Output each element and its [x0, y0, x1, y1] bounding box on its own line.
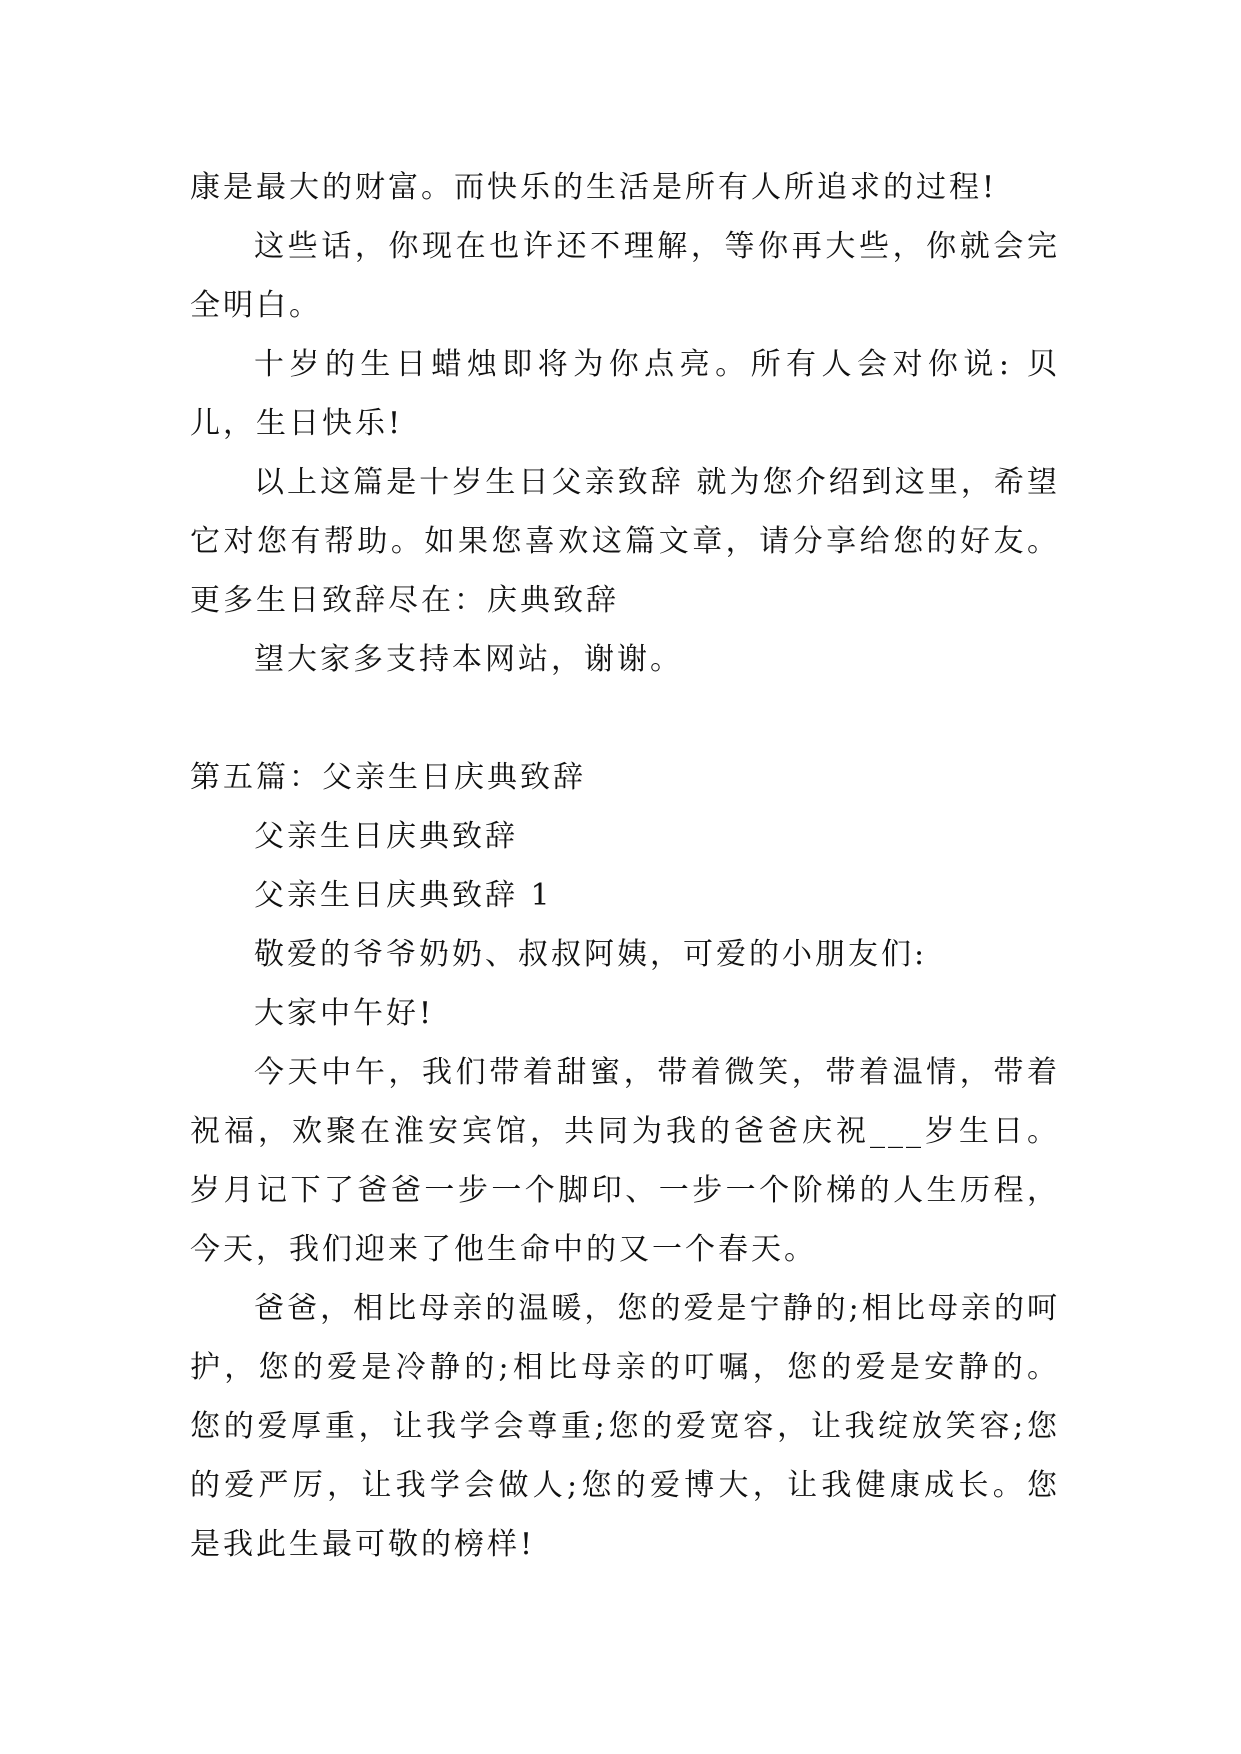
- paragraph: 今天中午，我们带着甜蜜，带着微笑，带着温情，带着祝福，欢聚在淮安宾馆，共同为我的爸爸庆祝___岁生日。岁月记下了爸爸一步一个脚印、一步一个阶梯的人生历程，今天，我们迎来了他生命中的又一个春天。: [190, 1055, 1060, 1267]
- subsection-title: 父亲生日庆典致辞 1: [254, 878, 553, 913]
- paragraph-closing-note: 以上这篇是十岁生日父亲致辞 就为您介绍到这里，希望它对您有帮助。如果您喜欢这篇文章，请分享给您的好友。更多生日致辞尽在：庆典致辞: [190, 465, 1060, 618]
- document-page: [190, 158, 1060, 1574]
- section-heading: 第五篇：父亲生日庆典致辞: [190, 760, 586, 795]
- section-title: 父亲生日庆典致辞: [254, 819, 518, 854]
- paragraph: 望大家多支持本网站，谢谢。: [254, 642, 683, 677]
- paragraph-continuation: 康是最大的财富。而快乐的生活是所有人所追求的过程!: [190, 170, 998, 205]
- paragraph: 十岁的生日蜡烛即将为你点亮。所有人会对你说: 贝儿，生日快乐!: [190, 347, 1060, 441]
- greeting: 大家中午好!: [254, 996, 435, 1031]
- paragraph: 这些话，你现在也许还不理解，等你再大些，你就会完全明白。: [190, 229, 1060, 323]
- salutation: 敬爱的爷爷奶奶、叔叔阿姨，可爱的小朋友们:: [254, 937, 928, 972]
- paragraph: 爸爸，相比母亲的温暖，您的爱是宁静的;相比母亲的呵护，您的爱是冷静的;相比母亲的叮嘱，您的爱是安静的。您的爱厚重，让我学会尊重;您的爱宽容，让我绽放笑容;您的爱严厉，让我学会做人;您的爱博大，让我健康成长。您是我此生最可敬的榜样!: [190, 1291, 1060, 1562]
